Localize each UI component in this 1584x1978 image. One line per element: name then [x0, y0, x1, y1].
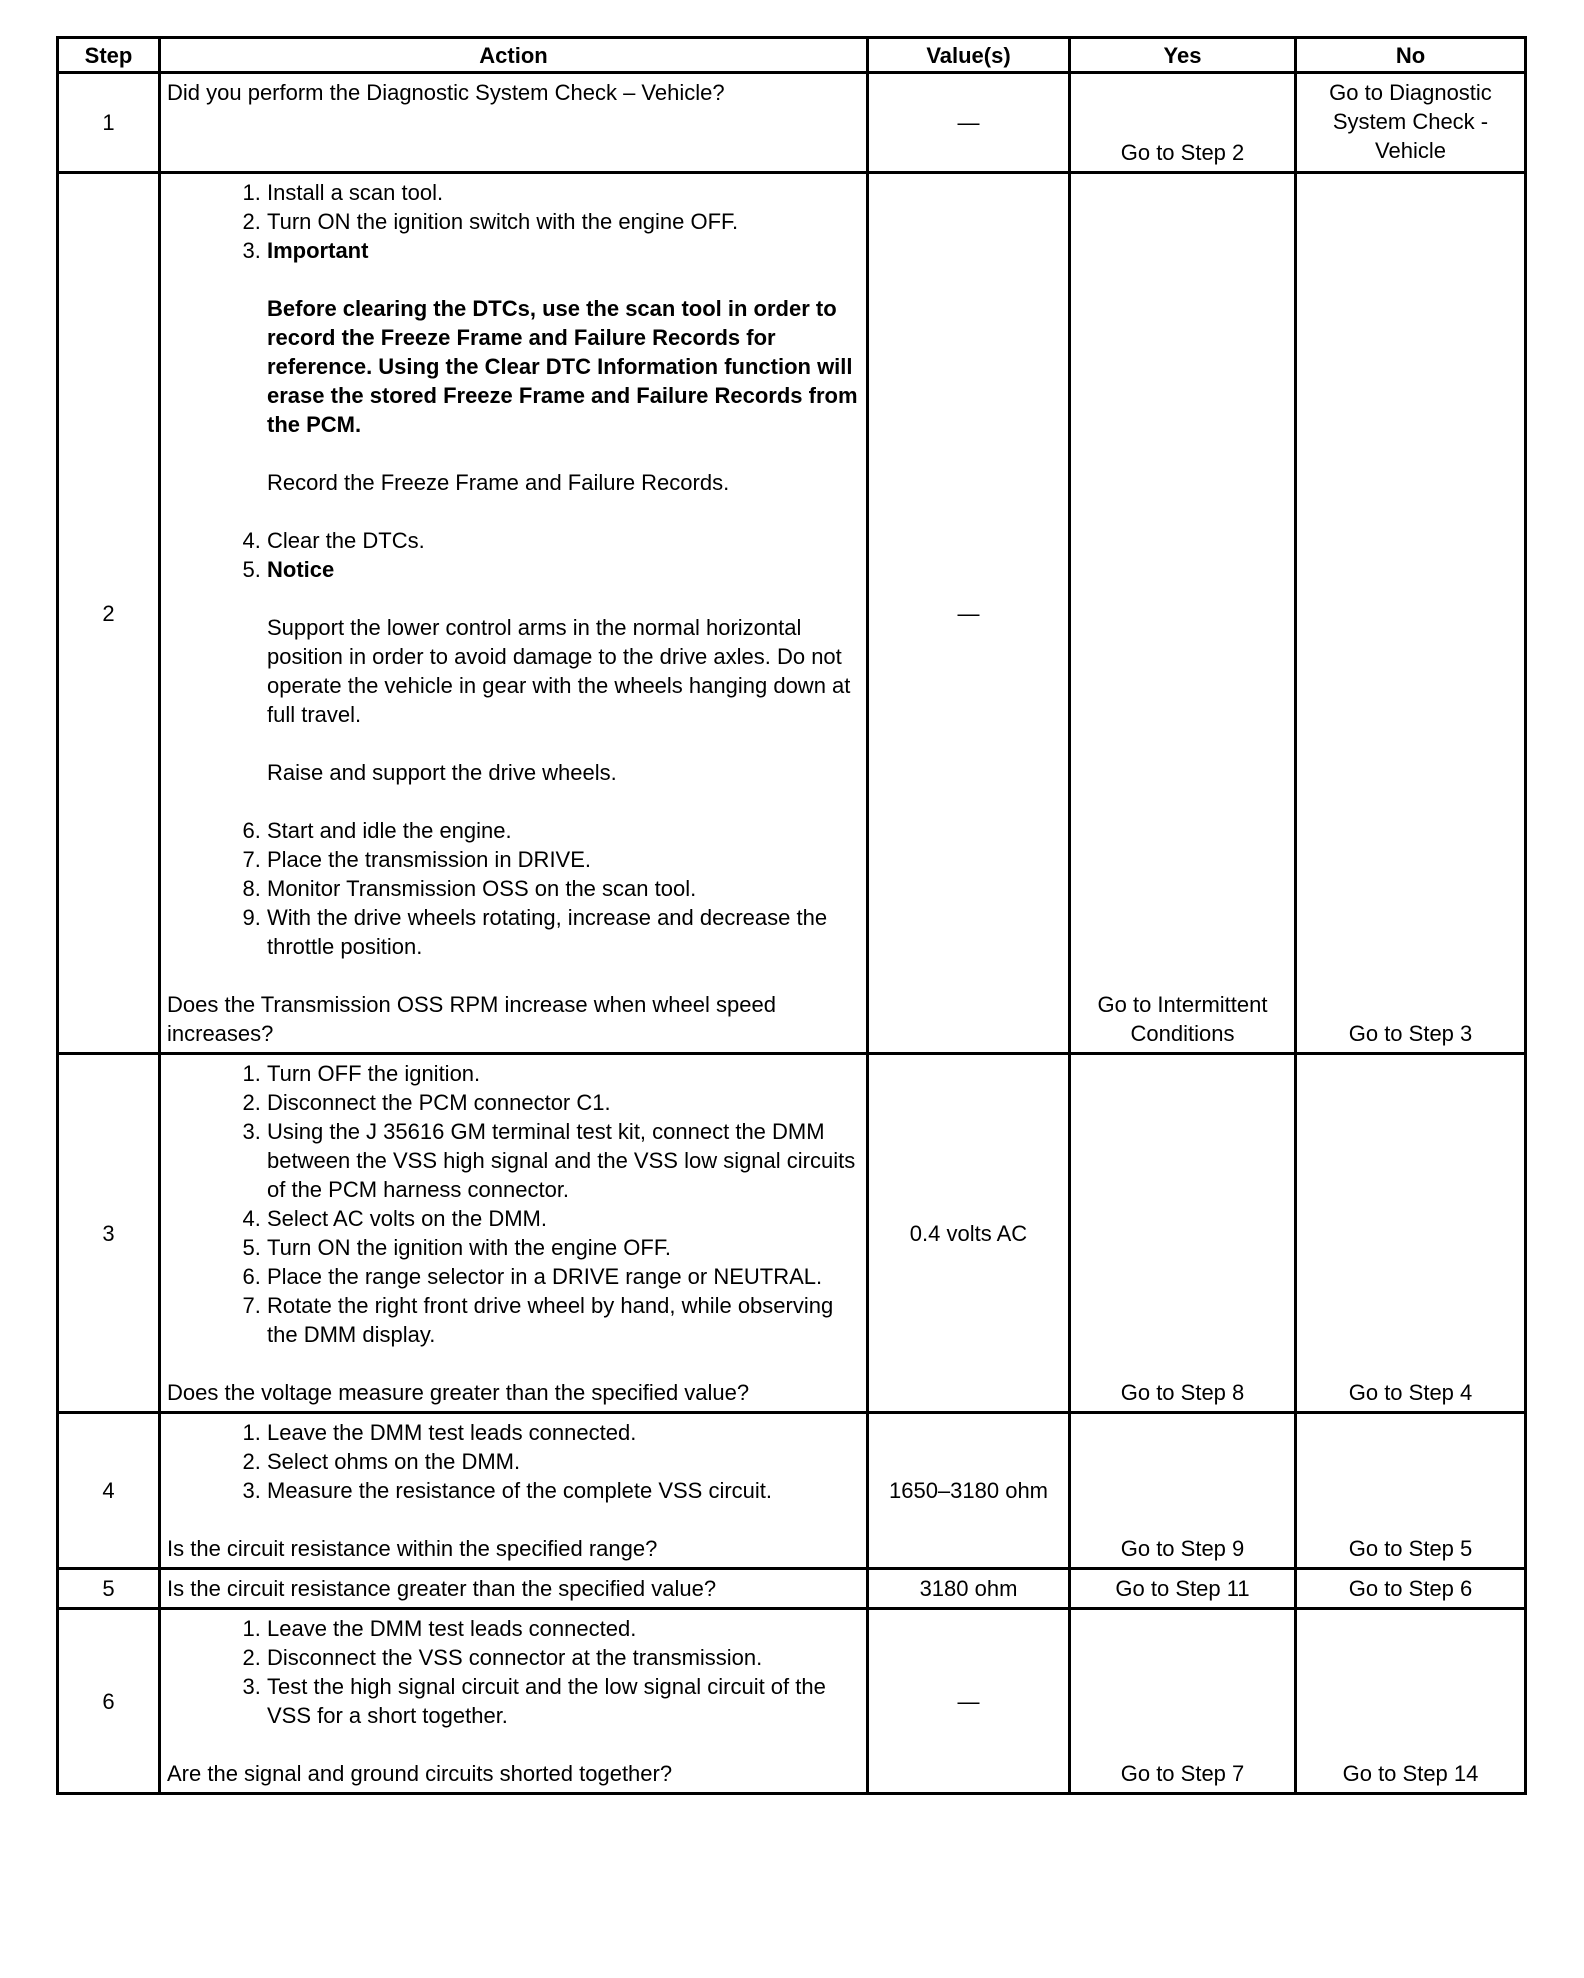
- step-number: 1: [58, 73, 160, 173]
- diagnostic-table: [56, 36, 1527, 1795]
- important-action: Record the Freeze Frame and Failure Records.: [267, 470, 730, 495]
- list-item-notice: [267, 555, 860, 787]
- action-list: [167, 178, 860, 961]
- header-yes: Yes: [1070, 38, 1296, 73]
- action-cell: [160, 1413, 868, 1569]
- question-text: Did you perform the Diagnostic System Check – Vehicle?: [167, 80, 725, 105]
- action-list: [167, 1418, 860, 1505]
- list-item: 3. Measure the resistance of the complete VSS circuit.: [267, 1476, 860, 1505]
- list-item: 3. Test the high signal circuit and the low signal circuit of the VSS for a short together.: [267, 1672, 860, 1730]
- question-text: Are the signal and ground circuits shorted together?: [167, 1761, 673, 1786]
- table-row-step-6: [58, 1609, 1526, 1794]
- action-list: [167, 1614, 860, 1730]
- list-item: 1. Leave the DMM test leads connected.: [267, 1614, 860, 1643]
- list-item: 6. Start and idle the engine.: [267, 816, 860, 845]
- no-cell: Go to Step 5: [1296, 1413, 1526, 1569]
- header-values: Value(s): [868, 38, 1070, 73]
- value-cell: —: [868, 173, 1070, 1054]
- yes-cell: Go to Intermittent Conditions: [1070, 173, 1296, 1054]
- important-text: Before clearing the DTCs, use the scan tool in order to record the Freeze Frame and Failure Records for reference. Using the Clear DTC Information function will erase the stored Freeze Frame and Failure Records from the PCM.: [267, 296, 858, 437]
- list-item: 1. Leave the DMM test leads connected.: [267, 1418, 860, 1447]
- notice-text: Support the lower control arms in the normal horizontal position in order to avoid damage to the drive axles. Do not operate the vehicle in gear with the wheels hanging down at full travel.: [267, 615, 851, 727]
- table-row-step-5: [58, 1569, 1526, 1609]
- header-action: Action: [160, 38, 868, 73]
- list-item-important: [267, 236, 860, 497]
- yes-cell: Go to Step 8: [1070, 1054, 1296, 1413]
- list-item: 2. Disconnect the VSS connector at the transmission.: [267, 1643, 860, 1672]
- list-item: 4. Clear the DTCs.: [267, 526, 860, 555]
- yes-cell: Go to Step 7: [1070, 1609, 1296, 1794]
- value-cell: 0.4 volts AC: [868, 1054, 1070, 1413]
- header-no: No: [1296, 38, 1526, 73]
- notice-action: Raise and support the drive wheels.: [267, 760, 617, 785]
- action-cell: [160, 1569, 868, 1609]
- action-cell: [160, 173, 868, 1054]
- list-item: 1. Install a scan tool.: [267, 178, 860, 207]
- value-cell: 1650–3180 ohm: [868, 1413, 1070, 1569]
- list-item: 7. Place the transmission in DRIVE.: [267, 845, 860, 874]
- yes-cell: Go to Step 9: [1070, 1413, 1296, 1569]
- value-cell: —: [868, 1609, 1070, 1794]
- list-item: 8. Monitor Transmission OSS on the scan tool.: [267, 874, 860, 903]
- yes-cell: Go to Step 2: [1070, 73, 1296, 173]
- no-cell: Go to Diagnostic System Check - Vehicle: [1296, 73, 1526, 173]
- list-item: 2. Disconnect the PCM connector C1.: [267, 1088, 860, 1117]
- step-number: 6: [58, 1609, 160, 1794]
- action-cell: [160, 1054, 868, 1413]
- notice-block: [267, 613, 860, 787]
- list-item: 9. With the drive wheels rotating, increase and decrease the throttle position.: [267, 903, 860, 961]
- list-item: 6. Place the range selector in a DRIVE range or NEUTRAL.: [267, 1262, 860, 1291]
- notice-label: Notice: [267, 557, 335, 582]
- action-cell: [160, 73, 868, 173]
- list-item: 2. Select ohms on the DMM.: [267, 1447, 860, 1476]
- header-step: Step: [58, 38, 160, 73]
- step-number: 5: [58, 1569, 160, 1609]
- no-cell: Go to Step 14: [1296, 1609, 1526, 1794]
- no-cell: Go to Step 6: [1296, 1569, 1526, 1609]
- question-text: Is the circuit resistance within the specified range?: [167, 1536, 658, 1561]
- yes-cell: Go to Step 11: [1070, 1569, 1296, 1609]
- value-cell: 3180 ohm: [868, 1569, 1070, 1609]
- step-number: 4: [58, 1413, 160, 1569]
- important-label: Important: [267, 238, 369, 263]
- value-cell: —: [868, 73, 1070, 173]
- step-number: 2: [58, 173, 160, 1054]
- action-list: [167, 1059, 860, 1349]
- important-block: [267, 294, 860, 497]
- question-text: Is the circuit resistance greater than the specified value?: [167, 1576, 717, 1601]
- list-item: 5. Turn ON the ignition with the engine OFF.: [267, 1233, 860, 1262]
- table-row-step-3: [58, 1054, 1526, 1413]
- list-item: 4. Select AC volts on the DMM.: [267, 1204, 860, 1233]
- list-item: 7. Rotate the right front drive wheel by hand, while observing the DMM display.: [267, 1291, 860, 1349]
- table-row-step-1: [58, 73, 1526, 173]
- list-item: 1. Turn OFF the ignition.: [267, 1059, 860, 1088]
- action-cell: [160, 1609, 868, 1794]
- table-row-step-2: [58, 173, 1526, 1054]
- question-text: Does the voltage measure greater than the specified value?: [167, 1380, 750, 1405]
- step-number: 3: [58, 1054, 160, 1413]
- list-item: 3. Using the J 35616 GM terminal test kit, connect the DMM between the VSS high signal and the VSS low signal circuits of the PCM harness connector.: [267, 1117, 860, 1204]
- table-row-step-4: [58, 1413, 1526, 1569]
- header-row: [58, 38, 1526, 73]
- list-item: 2. Turn ON the ignition switch with the engine OFF.: [267, 207, 860, 236]
- no-cell: Go to Step 3: [1296, 173, 1526, 1054]
- no-cell: Go to Step 4: [1296, 1054, 1526, 1413]
- question-text: Does the Transmission OSS RPM increase when wheel speed increases?: [167, 992, 776, 1046]
